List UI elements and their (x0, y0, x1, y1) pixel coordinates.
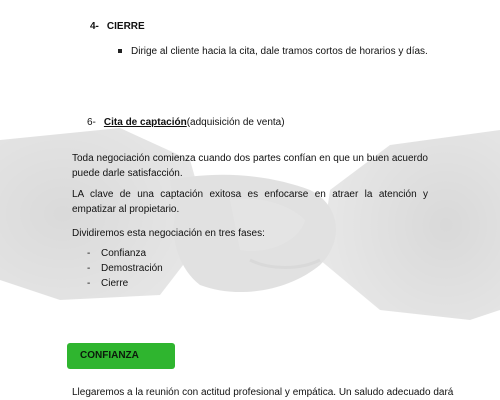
confianza-label: CONFIANZA (80, 350, 139, 361)
section-6-title: Cita de captación (103, 117, 187, 128)
list-item (87, 261, 163, 276)
square-bullet-icon (118, 49, 122, 53)
phase-label: Demostración (101, 263, 163, 274)
list-marker: - (87, 248, 91, 259)
paragraph-3: Dividiremos esta negociación en tres fases: (72, 228, 265, 239)
list-marker: - (87, 278, 91, 289)
phase-label: Cierre (101, 278, 129, 289)
section-6-subtitle: (adquisición de venta) (186, 117, 285, 128)
list-marker: - (87, 263, 91, 274)
section-6-number: 6- (87, 117, 96, 128)
section-4-heading (90, 19, 145, 34)
confianza-box (67, 343, 175, 369)
section-4-number: 4- (90, 21, 99, 32)
phase-label: Confianza (101, 248, 147, 259)
list-item (87, 276, 128, 291)
section-6-heading (87, 115, 285, 130)
list-item (87, 246, 146, 261)
section-4-bullet: Dirige al cliente hacia la cita, dale tramos cortos de horarios y días. (131, 46, 428, 57)
paragraph-last: Llegaremos a la reunión con actitud profesional y empática. Un saludo adecuado dará (72, 387, 454, 398)
paragraph-2: LA clave de una captación exitosa es enfocarse en atraer la atención y empatizar al propietario. (72, 189, 428, 215)
section-4-title: CIERRE (106, 21, 145, 32)
paragraph-1: Toda negociación comienza cuando dos partes confían en que un buen acuerdo puede darle satisfacción. (72, 153, 428, 179)
